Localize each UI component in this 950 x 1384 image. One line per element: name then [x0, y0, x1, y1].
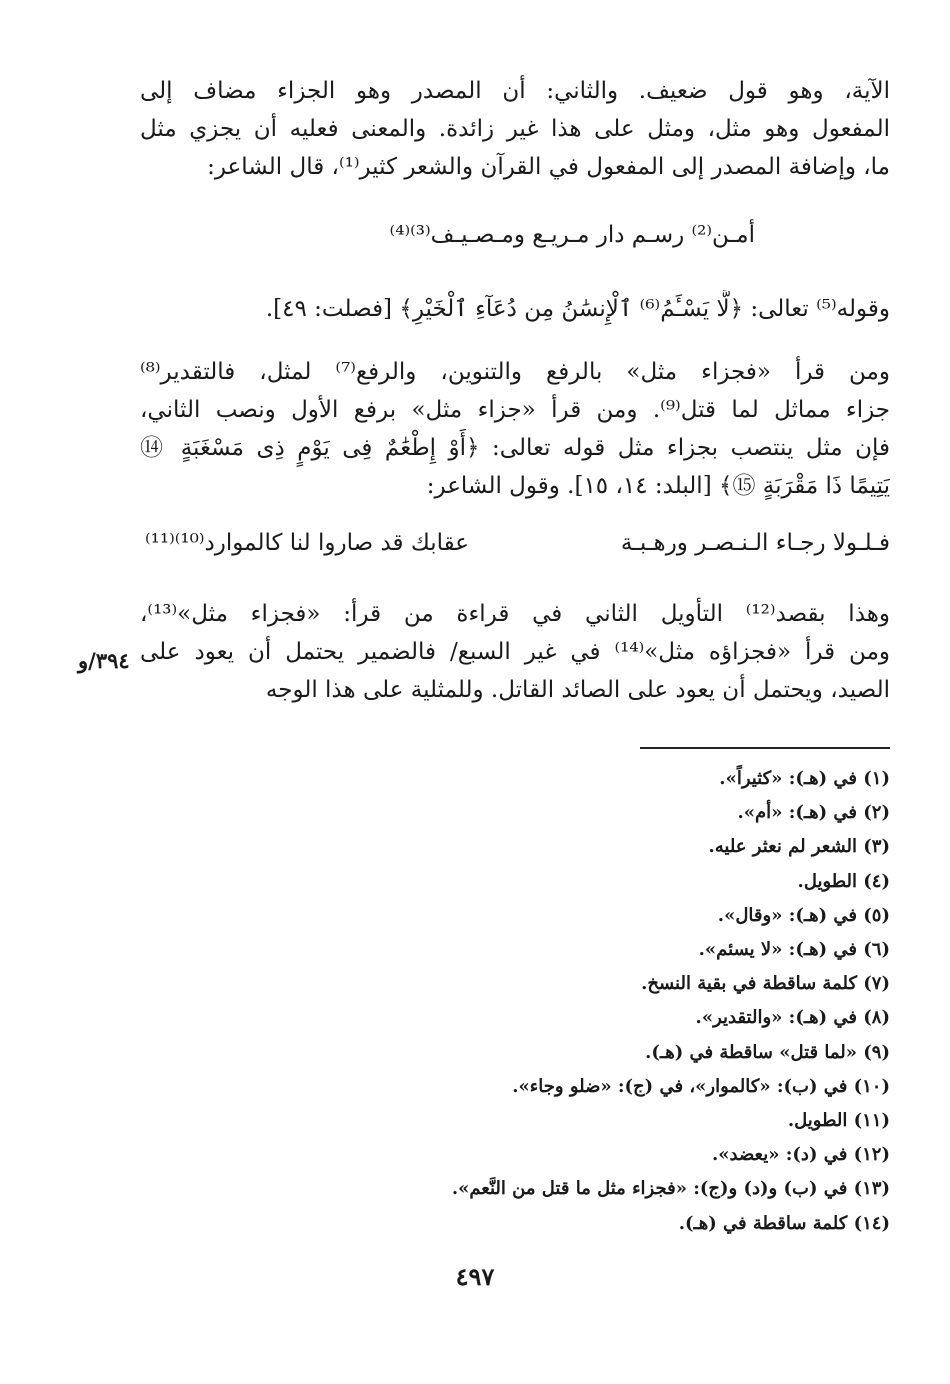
text-line: ومن قرأ «فجزاء مثل» بالرفع والتنوين، والرفع⁽⁷⁾ لمثل، فالتقدير⁽⁸⁾: [140, 359, 890, 385]
text-line: وقوله⁽⁵⁾ تعالى: ﴿لَّا يَسْـَٔمُ⁽⁶⁾ ٱلْإِنسَٰنُ مِن دُعَآءِ ٱلْخَيْرِ﴾ [فصلت: ٤٩].: [265, 296, 890, 322]
page-number: ٤٩٧: [455, 1262, 495, 1291]
text-line: الآية، وهو قول ضعيف. والثاني: أن المصدر وهو الجزاء مضاف إلى: [140, 78, 890, 104]
quran-citation-line: [140, 290, 890, 328]
verse-1: أمـن⁽²⁾ رسـم دار مـريـع ومـصـيـف⁽³⁾⁽⁴⁾: [389, 222, 755, 248]
footnote-item: (٦) في (هـ): «لا يسئم».: [698, 939, 890, 961]
footnote-item: (١١) الطويل.: [787, 1110, 890, 1132]
footnote-item: (٢) في (هـ): «أم».: [737, 802, 890, 824]
paragraph-1: [140, 72, 890, 186]
text-line: فإن مثل ينتصب بجزاء مثل قوله تعالى: ﴿أَوْ إِطْعَٰمٌ فِى يَوْمٍ ذِى مَسْغَبَةٍ ⑭: [140, 435, 890, 461]
footnote-item: (٧) كلمة ساقطة في بقية النسخ.: [641, 973, 890, 995]
footnote-item: (٤) الطويل.: [797, 870, 890, 892]
verse-2-first-hemistich: فـلـولا رجـاء الـنـصـر ورهـبـة: [620, 530, 890, 556]
text-line: المفعول وهو مثل، ومثل على هذا غير زائدة. والمعنى فعليه أن يجزي مثل: [140, 116, 890, 142]
footnote-item: (١٤) كلمة ساقطة في (هـ).: [678, 1212, 890, 1234]
footnote-item: (١٣) في (ب) و(د) و(ج): «فجزاء مثل ما قتل من النَّعم».: [451, 1178, 890, 1200]
text-line: جزاء مماثل لما قتل⁽⁹⁾. ومن قرأ «جزاء مثل» برفع الأول ونصب الثاني،: [140, 397, 890, 423]
footnote-separator: [640, 747, 890, 749]
paragraph-2: [140, 353, 890, 505]
footnotes: [300, 762, 890, 1241]
footnote-item: (١٠) في (ب): «كالموار»، في (ج): «ضلو وجاء».: [512, 1075, 890, 1097]
manuscript-folio-marker: ٣٩٤/و: [78, 648, 130, 673]
footnote-item: (٨) في (هـ): «والتقدير».: [695, 1007, 890, 1029]
footnote-item: (١) في (هـ): «كثيراً».: [719, 768, 890, 789]
text-line: ما، وإضافة المصدر إلى المفعول في القرآن والشعر كثير⁽¹⁾، قال الشاعر:: [207, 154, 890, 180]
verse-2-second-hemistich: عقابك قد صاروا لنا كالموارد⁽¹⁰⁾⁽¹¹⁾: [145, 530, 469, 556]
footnote-item: (١٢) في (د): «يعضد».: [711, 1144, 890, 1166]
footnote-item: (٩) «لما قتل» ساقطة في (هـ).: [645, 1041, 890, 1063]
text-line: الصيد، ويحتمل أن يعود على الصائد القاتل. وللمثلية على هذا الوجه: [265, 677, 890, 703]
text-line: وهذا بقصد⁽¹²⁾ التأويل الثاني في قراءة من قرأ: «فجزاء مثل»⁽¹³⁾،: [140, 601, 890, 627]
text-line: ومن قرأ «فجزاؤه مثل»⁽¹⁴⁾ في غير السبع/ فالضمير يحتمل أن يعود على: [140, 639, 890, 665]
footnote-item: (٣) الشعر لم نعثر عليه.: [708, 836, 890, 858]
footnote-item: (٥) في (هـ): «وقال».: [717, 904, 890, 926]
paragraph-3: [140, 595, 890, 709]
text-line: يَتِيمًا ذَا مَقْرَبَةٍ ⑮﴾ [البلد: ١٤، ١٥]. وقول الشاعر:: [426, 473, 890, 499]
